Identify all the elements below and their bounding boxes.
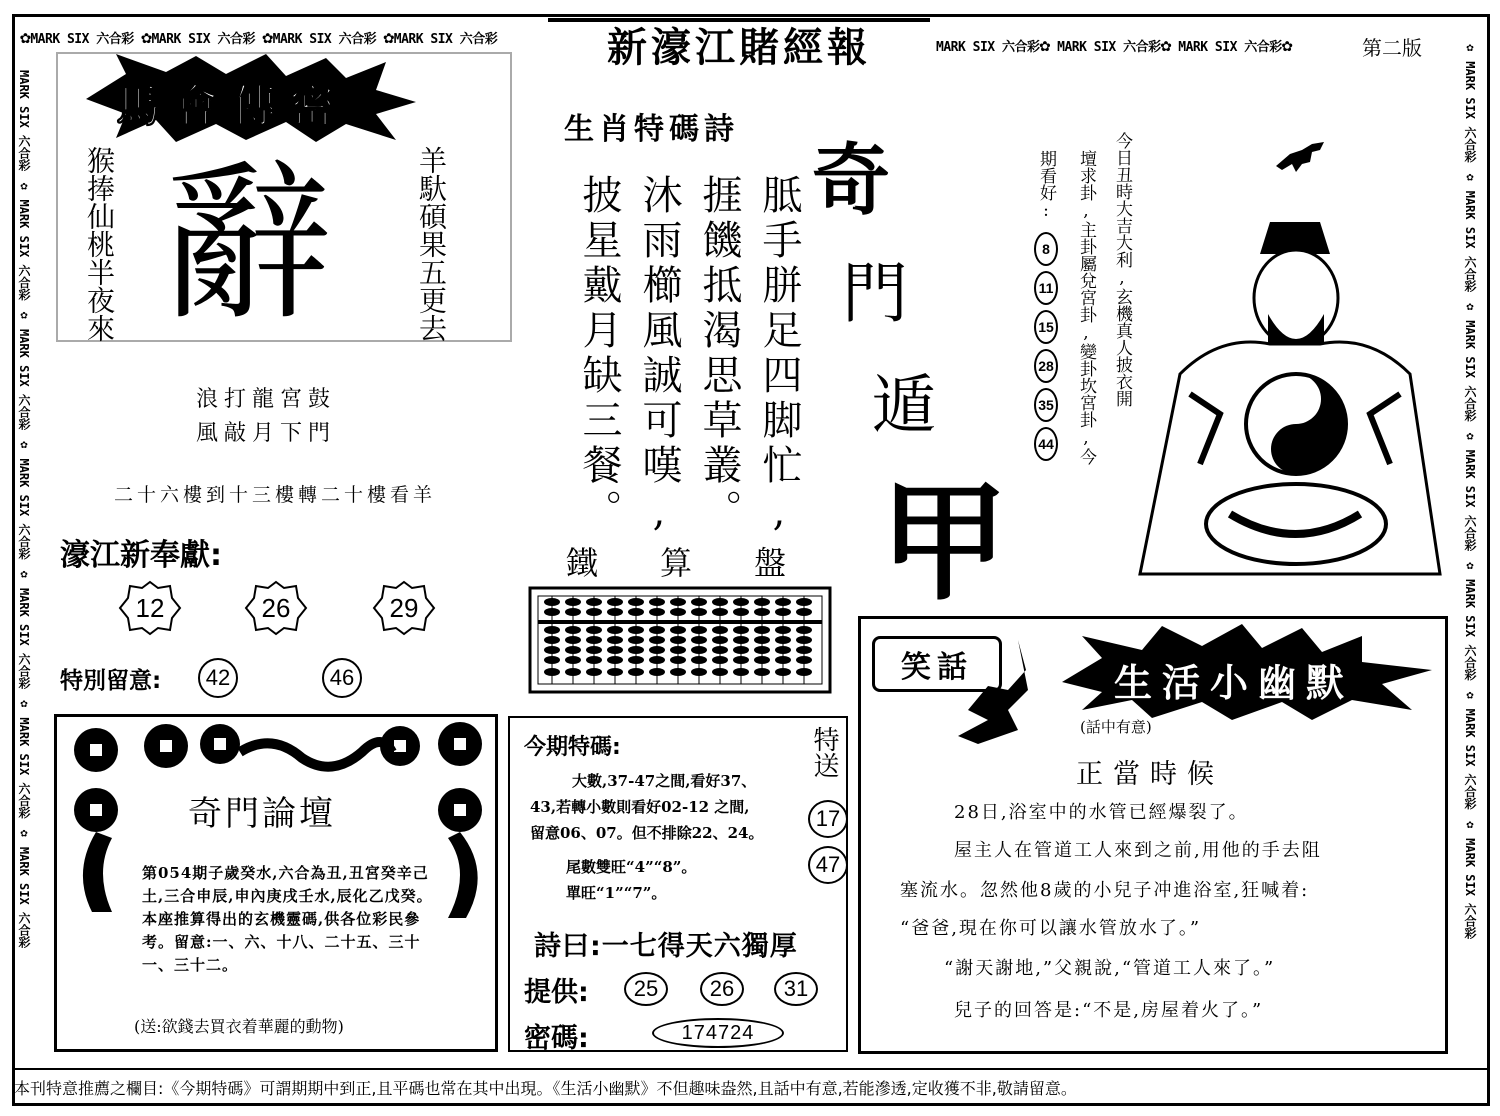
story-paragraph: 28日,浴室中的水管已經爆裂了。 — [954, 802, 1249, 823]
qimen-char: 門 — [842, 255, 908, 332]
abacus-bead — [691, 598, 707, 606]
special-code-title: 今期特碼: — [524, 735, 621, 760]
abacus-bead — [649, 668, 665, 676]
abacus-bead — [565, 598, 581, 606]
offer-number-badge — [244, 580, 308, 636]
verse-line-1: 浪打龍宮鼓 — [196, 387, 337, 412]
masthead-box — [548, 18, 930, 71]
offer-number: 12 — [135, 592, 165, 623]
abacus-bead — [712, 656, 728, 664]
left-side-banner: MARK SIX 六合彩 ✿ MARK SIX 六合彩 ✿ MARK SIX 六合彩 ✿ MARK SIX 六合彩 ✿ MARK SIX 六合彩 ✿ MARK SIX 六合彩 ✿ MARK SIX 六合彩 — [17, 70, 31, 948]
abacus-bead — [733, 656, 749, 664]
abacus-title-2: 算 — [660, 544, 693, 582]
abacus-bead — [586, 626, 602, 634]
abacus-bead — [670, 608, 686, 616]
top-banner-right: MARK SIX 六合彩✿ MARK SIX 六合彩✿ MARK SIX 六合彩✿ — [936, 35, 1293, 56]
abacus-bead — [607, 608, 623, 616]
offer-number-badge — [372, 580, 436, 636]
flower-icon: ✿ — [383, 27, 394, 48]
flower-icon: ✿ — [1039, 35, 1050, 56]
abacus-bead — [754, 608, 770, 616]
abacus-bead — [775, 626, 791, 634]
abacus-bead — [733, 598, 749, 606]
macau-offer-label: 濠江新奉獻: — [60, 538, 222, 573]
abacus-bead — [565, 646, 581, 654]
forum-title: 奇門論壇 — [188, 794, 336, 834]
abacus-bead — [649, 646, 665, 654]
abacus-bead — [544, 646, 560, 654]
abacus-bead — [586, 646, 602, 654]
fortune-line: 壇求卦,主卦屬兌宮卦,變卦坎宮卦,今 — [1076, 150, 1096, 465]
abacus-bead — [670, 656, 686, 664]
fortune-number: 44 — [1034, 427, 1058, 461]
abacus-bead — [754, 656, 770, 664]
abacus-bead — [691, 626, 707, 634]
qimen-char: 奇 — [812, 135, 891, 226]
special-number: 42 — [198, 658, 238, 698]
splash-icon — [948, 640, 1048, 750]
offer-number: 29 — [389, 592, 419, 623]
abacus-bead — [670, 636, 686, 644]
abacus-bead — [586, 668, 602, 676]
abacus-bead — [691, 656, 707, 664]
abacus-bead — [628, 668, 644, 676]
abacus-bead — [565, 656, 581, 664]
abacus-title-3: 盤 — [754, 544, 787, 582]
abacus-bead — [733, 626, 749, 634]
abacus-bead — [607, 656, 623, 664]
horse-icon — [1272, 136, 1332, 176]
abacus-bead — [691, 608, 707, 616]
special-number: 46 — [322, 658, 362, 698]
abacus-bead — [712, 608, 728, 616]
abacus-bead — [796, 646, 812, 654]
abacus-bead — [754, 636, 770, 644]
fortune-line: 期看好: — [1036, 150, 1056, 221]
abacus-bead — [796, 608, 812, 616]
offer-number-badge — [118, 580, 182, 636]
qimen-char: 甲 — [880, 468, 1009, 618]
fortune-line: 今日丑時大吉大利,玄機真人披衣開 — [1112, 132, 1132, 407]
abacus-bead — [691, 636, 707, 644]
abacus-bead — [607, 636, 623, 644]
special-code-line: 留意06、07。但不排除22、24。 — [530, 824, 764, 842]
story-paragraph: 屋主人在管道工人來到之前,用他的手去阻 — [954, 840, 1322, 861]
abacus-bead — [712, 636, 728, 644]
abacus-bead — [712, 598, 728, 606]
top-banner-left: ✿MARK SIX 六合彩 ✿MARK SIX 六合彩 ✿MARK SIX 六合彩 ✿MARK SIX 六合彩 — [20, 27, 498, 48]
forum-note: (送:欲錢去買衣着華麗的動物) — [134, 1017, 344, 1036]
abacus-bead — [649, 626, 665, 634]
qimen-char: 遁 — [872, 369, 936, 443]
humor-subtitle: (話中有意) — [1080, 718, 1152, 736]
abacus-bead — [796, 598, 812, 606]
fortune-number: 11 — [1034, 271, 1058, 305]
abacus-bead — [733, 646, 749, 654]
abacus-bead — [649, 598, 665, 606]
special-code-line: 43,若轉小數則看好02-12 之間, — [530, 798, 750, 816]
big-char: 辭 — [162, 146, 333, 344]
flower-icon: ✿ — [262, 27, 273, 48]
poem-column: 沐雨櫛風誠可嘆, — [636, 174, 682, 540]
abacus-bead — [670, 598, 686, 606]
fortune-number: 28 — [1034, 349, 1058, 383]
abacus-bead — [628, 626, 644, 634]
abacus-bead — [691, 646, 707, 654]
fortune-number: 8 — [1034, 232, 1058, 266]
abacus-bead — [586, 598, 602, 606]
abacus-bead — [733, 608, 749, 616]
abacus-bead — [628, 608, 644, 616]
abacus-bead — [628, 656, 644, 664]
masthead-title: 新濠江賭經報 — [607, 23, 871, 71]
abacus-bead — [544, 656, 560, 664]
flower-icon: ✿ — [141, 27, 152, 48]
abacus-bead — [649, 636, 665, 644]
abacus-bead — [544, 668, 560, 676]
flower-icon: ✿ — [20, 27, 31, 48]
abacus-bead — [775, 598, 791, 606]
abacus-bead — [565, 636, 581, 644]
verse-line-2: 風敲月下門 — [196, 421, 337, 446]
horse-hint: 二十六樓到十三樓轉二十樓看羊 — [114, 484, 437, 506]
code-label: 密碼: — [524, 1023, 589, 1054]
abacus-bead — [670, 626, 686, 634]
abacus-bead — [775, 668, 791, 676]
abacus-bead — [628, 598, 644, 606]
left-verse: 猴捧仙桃半夜來 — [83, 146, 116, 342]
humor-title: 生活小幽默 — [1114, 661, 1355, 705]
story-paragraph: “謝天謝地,”父親說,“管道工人來了。” — [944, 958, 1276, 979]
abacus-bead — [712, 646, 728, 654]
abacus-bead — [691, 668, 707, 676]
story-title: 正當時候 — [1076, 759, 1224, 790]
joke-label: 笑話 — [872, 636, 1002, 692]
abacus-bead — [670, 646, 686, 654]
special-code-line: 尾數雙旺“4”“8”。 — [566, 858, 697, 876]
poem-column: 捱饑抵渴思草叢。 — [696, 174, 742, 534]
abacus-bead — [565, 608, 581, 616]
abacus-bead — [733, 668, 749, 676]
abacus-bead — [796, 668, 812, 676]
abacus-bead — [754, 646, 770, 654]
forum-body: 第054期子歲癸水,六合為丑,丑宮癸辛己土,三合申辰,申內庚戌壬水,辰化乙戊癸。本座推算得出的玄機靈碼,供各位彩民參考。留意:一、六、十八、二十五、三十一、三十二。 — [142, 864, 433, 974]
poem-column: 披星戴月缺三餐。 — [576, 174, 622, 534]
abacus-bead — [565, 668, 581, 676]
story-paragraph: 塞流水。忽然他8歲的小兒子冲進浴室,狂喊着: — [900, 880, 1310, 901]
poem-line: 詩曰:一七得天六獨厚 — [534, 931, 798, 962]
abacus-bead — [754, 626, 770, 634]
offer-number: 26 — [261, 592, 291, 623]
zodiac-poem-title: 生肖特碼詩 — [564, 112, 739, 147]
abacus-bead — [754, 598, 770, 606]
abacus-bead — [775, 646, 791, 654]
abacus-bead — [628, 636, 644, 644]
special-code-line: 大數,37-47之間,看好37、 — [572, 772, 757, 790]
abacus-bead — [586, 656, 602, 664]
abacus-bead — [565, 626, 581, 634]
abacus-bead — [796, 626, 812, 634]
fortune-number: 15 — [1034, 310, 1058, 344]
abacus-bead — [649, 608, 665, 616]
abacus-title-1: 鐵 — [566, 544, 599, 582]
abacus-bead — [544, 636, 560, 644]
abacus-bead — [607, 646, 623, 654]
flower-icon: ✿ — [1160, 35, 1171, 56]
abacus-bead — [712, 668, 728, 676]
abacus-bead — [544, 598, 560, 606]
sage-figure-illustration — [1120, 214, 1450, 588]
provide-number: 31 — [774, 972, 818, 1006]
abacus-bead — [733, 636, 749, 644]
abacus-bead — [796, 636, 812, 644]
abacus-bead — [775, 636, 791, 644]
story-paragraph: 兒子的回答是:“不是,房屋着火了。” — [954, 1000, 1264, 1021]
abacus-bead — [649, 656, 665, 664]
abacus-illustration — [528, 586, 832, 694]
secret-code: 174724 — [652, 1018, 784, 1048]
abacus-bead — [628, 646, 644, 654]
abacus-bead — [670, 668, 686, 676]
abacus-bead — [544, 626, 560, 634]
provide-number: 25 — [624, 972, 668, 1006]
edition-label: 第二版 — [1362, 36, 1422, 60]
abacus-bead — [607, 668, 623, 676]
fortune-number: 35 — [1034, 388, 1058, 422]
abacus-bead — [754, 668, 770, 676]
provide-number: 26 — [700, 972, 744, 1006]
provide-label: 提供: — [524, 977, 589, 1008]
footer-text: 本刊特意推薦之欄目:《今期特碼》可謂期期中到正,且平碼也常在其中出現。《生活小幽默》不但趣味盎然,且話中有意,若能滲透,定收獲不非,敬請留意。 — [14, 1068, 1488, 1099]
poem-column: 胝手胼足四脚忙, — [756, 174, 802, 540]
abacus-bead — [775, 656, 791, 664]
gift-number: 47 — [808, 846, 848, 884]
right-verse: 羊馱碩果五更去 — [415, 146, 448, 342]
abacus-bead — [607, 598, 623, 606]
flower-icon: ✿ — [1281, 35, 1293, 56]
story-paragraph: “爸爸,現在你可以讓水管放水了。” — [900, 918, 1202, 939]
abacus-bead — [544, 608, 560, 616]
gift-label: 特送 — [809, 726, 839, 778]
special-label: 特別留意: — [60, 668, 162, 694]
abacus-bead — [775, 608, 791, 616]
right-side-banner: ✿ MARK SIX 六合彩 ✿ MARK SIX 六合彩 ✿ MARK SIX 六合彩 ✿ MARK SIX 六合彩 ✿ MARK SIX 六合彩 ✿ MARK SIX 六合彩 ✿ MARK SIX 六合彩 — [1463, 40, 1477, 940]
abacus-bead — [796, 656, 812, 664]
abacus-bead — [607, 626, 623, 634]
abacus-bead — [586, 608, 602, 616]
gift-number: 17 — [808, 800, 848, 838]
special-code-line: 單旺“1”“7”。 — [566, 884, 667, 902]
abacus-bead — [712, 626, 728, 634]
horse-secret-title: 馬會傳密 — [116, 81, 348, 132]
abacus-bead — [586, 636, 602, 644]
